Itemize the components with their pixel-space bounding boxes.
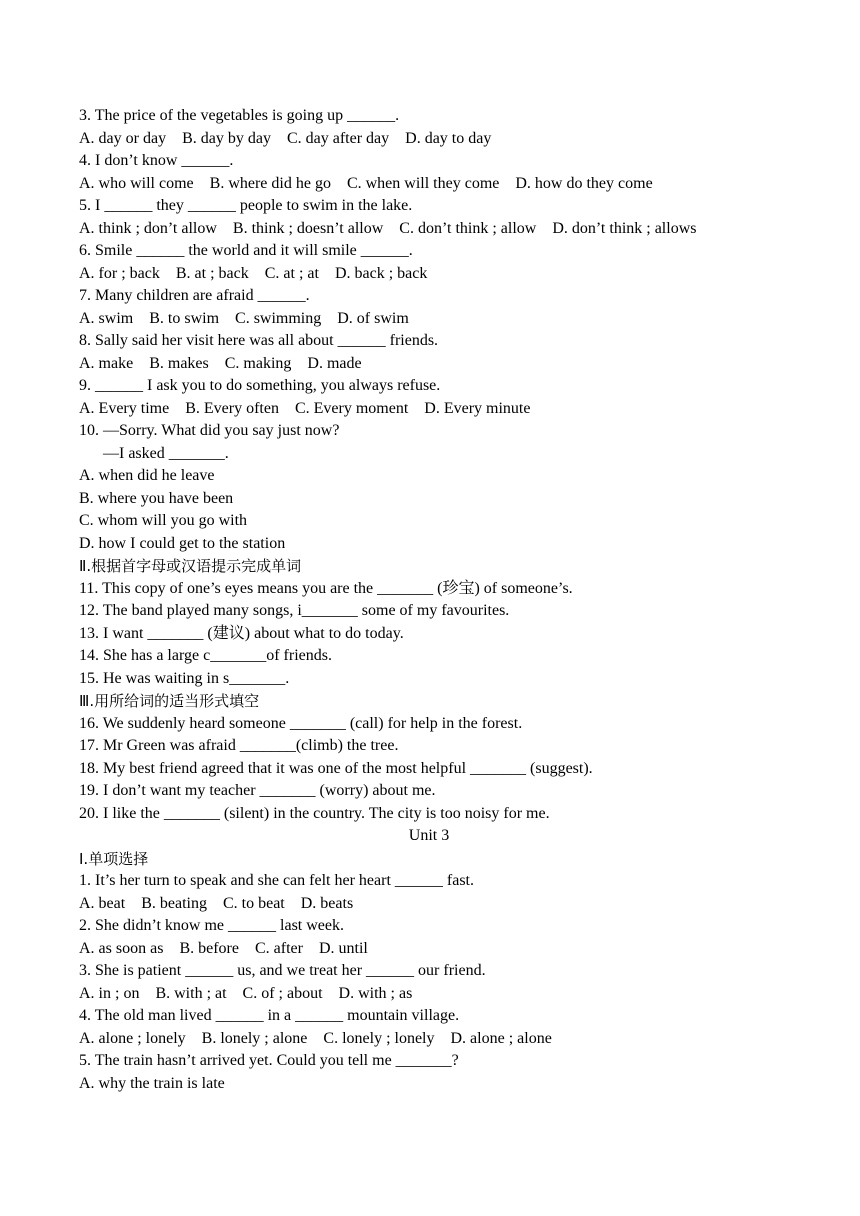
question-15: 15. He was waiting in s_______.	[79, 669, 290, 687]
section-heading-ii: Ⅱ.根据首字母或汉语提示完成单词	[79, 557, 302, 575]
question-10-reply: —I asked _______.	[103, 444, 229, 462]
unit3-question-5: 5. The train hasn’t arrived yet. Could you tell me _______?	[79, 1052, 459, 1069]
section-heading-iii: Ⅲ.用所给词的适当形式填空	[79, 692, 260, 710]
question-7: 7. Many children are afraid ______.	[79, 287, 310, 304]
question-9: 9. ______ I ask you to do something, you always refuse.	[79, 377, 441, 394]
question-10: 10. —Sorry. What did you say just now?	[79, 422, 340, 439]
unit3-question-1-options: A. beat B. beating C. to beat D. beats	[79, 894, 354, 912]
unit3-question-3-options: A. in ; on B. with ; at C. of ; about D. with ; as	[79, 984, 413, 1002]
question-18: 18. My best friend agreed that it was one of the most helpful _______ (suggest).	[79, 759, 593, 777]
question-16: 16. We suddenly heard someone _______ (call) for help in the forest.	[79, 714, 523, 732]
unit3-question-5-option-a: A. why the train is late	[79, 1074, 225, 1092]
question-19: 19. I don’t want my teacher _______ (worry) about me.	[79, 782, 436, 799]
question-20: 20. I like the _______ (silent) in the country. The city is too noisy for me.	[79, 804, 550, 822]
question-12: 12. The band played many songs, i_______ some of my favourites.	[79, 602, 510, 619]
unit3-question-4-options: A. alone ; lonely B. lonely ; alone C. lonely ; lonely D. alone ; alone	[79, 1029, 552, 1047]
question-6: 6. Smile ______ the world and it will smile ______.	[79, 242, 413, 259]
section-heading-i: Ⅰ.单项选择	[79, 849, 149, 868]
question-10-option-c: C. whom will you go with	[79, 512, 248, 529]
question-10-option-d: D. how I could get to the station	[79, 534, 286, 552]
question-4-options: A. who will come B. where did he go C. when will they come D. how do they come	[79, 174, 653, 192]
question-3-options: A. day or day B. day by day C. day after day D. day to day	[79, 129, 492, 147]
question-17: 17. Mr Green was afraid _______(climb) the tree.	[79, 737, 399, 754]
worksheet-body	[79, 105, 839, 1095]
unit3-question-2: 2. She didn’t know me ______ last week.	[79, 917, 345, 934]
question-5: 5. I ______ they ______ people to swim in the lake.	[79, 197, 413, 214]
question-10-option-a: A. when did he leave	[79, 467, 215, 484]
unit3-question-4: 4. The old man lived ______ in a ______ mountain village.	[79, 1007, 460, 1024]
question-11: 11. This copy of one’s eyes means you are the _______ (珍宝) of someone’s.	[79, 579, 573, 597]
question-5-options: A. think ; don’t allow B. think ; doesn’t allow C. don’t think ; allow D. don’t think ; allows	[79, 219, 697, 237]
question-8: 8. Sally said her visit here was all about ______ friends.	[79, 332, 439, 349]
question-14: 14. She has a large c_______of friends.	[79, 647, 332, 664]
question-6-options: A. for ; back B. at ; back C. at ; at D. back ; back	[79, 264, 428, 282]
unit-title: Unit 3	[408, 827, 450, 844]
unit3-question-1: 1. It’s her turn to speak and she can felt her heart ______ fast.	[79, 872, 474, 889]
unit3-question-3: 3. She is patient ______ us, and we treat her ______ our friend.	[79, 962, 486, 979]
question-3: 3. The price of the vegetables is going up ______.	[79, 107, 400, 124]
question-7-options: A. swim B. to swim C. swimming D. of swim	[79, 309, 409, 327]
question-8-options: A. make B. makes C. making D. made	[79, 354, 362, 372]
unit3-question-2-options: A. as soon as B. before C. after D. until	[79, 939, 368, 957]
question-9-options: A. Every time B. Every often C. Every moment D. Every minute	[79, 399, 531, 417]
question-10-option-b: B. where you have been	[79, 489, 234, 507]
question-13: 13. I want _______ (建议) about what to do today.	[79, 624, 404, 642]
question-4: 4. I don’t know ______.	[79, 152, 234, 169]
